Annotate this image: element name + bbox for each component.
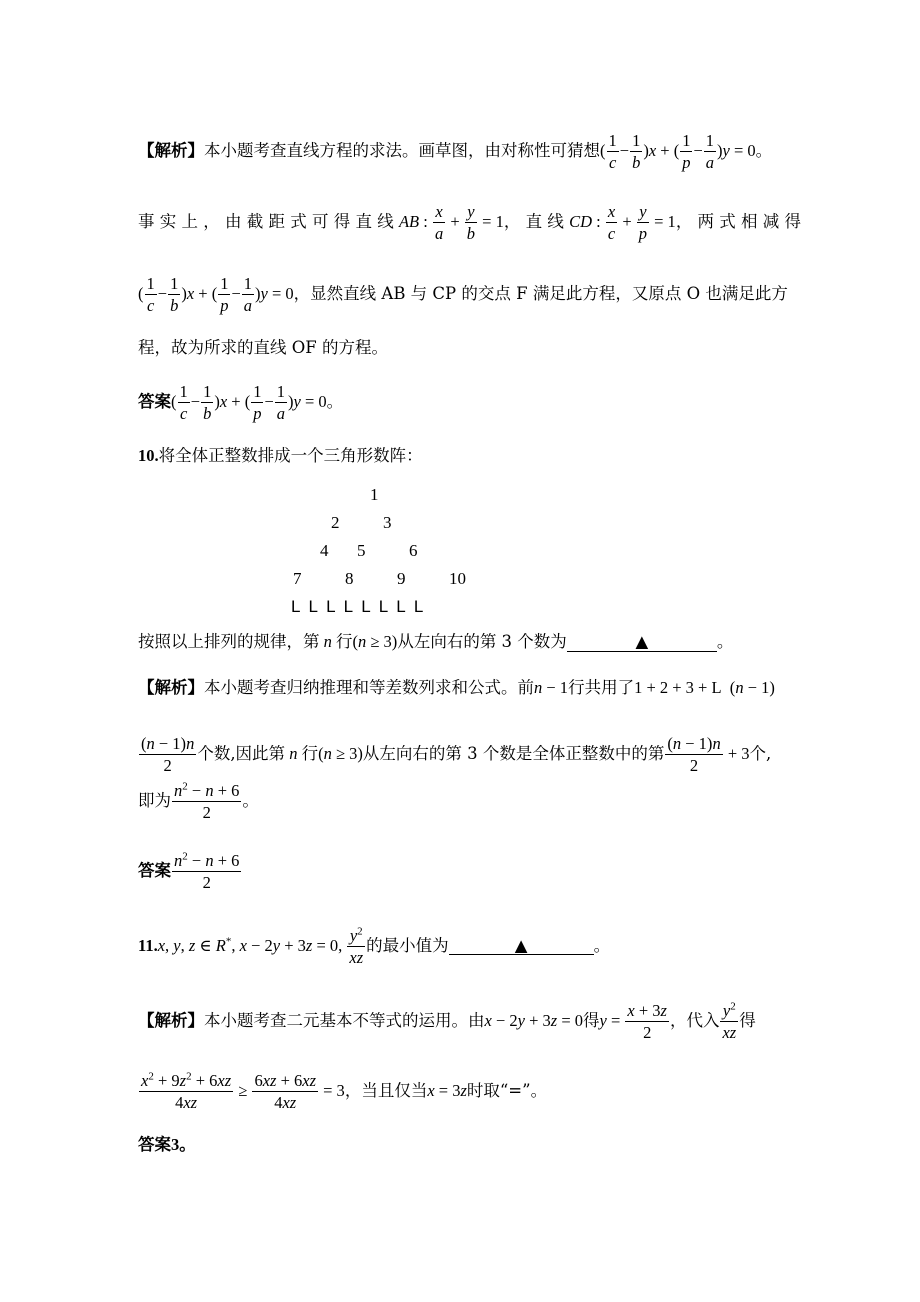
q11-stem: 11.x, y, z ∈ R*, x − 2y + 3z = 0, $\frac{y^2}{xz}$ 的最小值为 ▲ 。	[138, 925, 611, 968]
q10-jiexi-line-2: $\frac{(n - 1)n}{2}$ 个数,因此第 n 行(n ≥ 3)从左向右的第 3 个数是全体正整数中的第 $\frac{(n - 1)n}{2}$ + 3个,	[141, 734, 772, 776]
answer-tag: 答案	[138, 1135, 171, 1154]
jiexi-tag: 【解析】	[138, 140, 204, 160]
q10-jiexi-line-3: 即为 $\frac{n^2 - n + 6}{2}$ 。	[138, 780, 259, 823]
q10-number: 10.	[138, 446, 159, 465]
triangle-num: 6	[409, 541, 418, 560]
jiexi-tag: 【解析】	[138, 1010, 204, 1030]
q10-jiexi-line-1: 【解析】本小题考查归纳推理和等差数列求和公式。前n − 1行共用了1 + 2 + 3 + L (n − 1)	[138, 678, 775, 697]
q10-stem: 10.将全体正整数排成一个三角形数阵：	[138, 446, 423, 465]
triangle-num: 5	[357, 541, 366, 560]
q10-question: 按照以上排列的规律，第 n 行(n ≥ 3)从左向右的第 3 个数为 ▲ 。	[138, 632, 734, 651]
sec9-line-4: 程，故为所求的直线 OF 的方程。	[138, 338, 388, 357]
sec9-answer: 答案( $\frac{1}{c}$ − $\frac{1}{b}$ )x + ( $\frac{1}{p}$ − $\frac{1}{a}$ )y = 0。	[138, 382, 344, 424]
triangle-mark-icon: ▲	[635, 632, 649, 651]
sec9-difference-equation: ( $\frac{1}{c}$ − $\frac{1}{b}$ )x + ( $\frac{1}{p}$ − $\frac{1}{a}$ )y = 0	[138, 274, 294, 316]
answer-blank	[449, 935, 594, 956]
answer-value: 3。	[171, 1135, 196, 1154]
triangle-num: 3	[383, 513, 392, 532]
jiexi-tag: 【解析】	[138, 678, 204, 697]
sec9-line-3: ( $\frac{1}{c}$ − $\frac{1}{b}$ )x + ( $\frac{1}{p}$ − $\frac{1}{a}$ )y = 0，显然直线 AB 与 CP 的交点 F 满足此方程，又原点 O 也满足此方	[138, 274, 788, 316]
sec9-line-1: 【解析】本小题考查直线方程的求法。画草图，由对称性可猜想( $\frac{1}{c}$ − $\frac{1}{b}$ )x + ( $\frac{1}{p}$ − $\frac{1}{a}$ )y = 0。	[138, 131, 773, 173]
q11-number: 11.	[138, 935, 158, 955]
triangle-num: 8	[345, 569, 354, 588]
q11-jiexi-line-2: $\frac{x^2 + 9z^2 + 6xz}{4xz}$ ≥ $\frac{6xz + 6xz}{4xz}$ = 3，当且仅当x = 3z时取“=”。	[141, 1070, 548, 1113]
answer-tag: 答案	[138, 391, 171, 411]
sec9-line-2: 事 实 上 ， 由 截 距 式 可 得 直 线 AB : $\frac{x}{a}$ + $\frac{y}{b}$ = 1， 直 线 CD : $\frac{x}{c}$ + $\frac{y}{p}$ = 1， 两 式 相 减 得	[138, 202, 802, 244]
line-cd-equation: CD : $\frac{x}{c}$ + $\frac{y}{p}$ = 1	[569, 202, 676, 244]
triangle-num: 4	[320, 541, 329, 560]
triangle-num: 1	[370, 485, 379, 504]
answer-blank	[567, 634, 717, 652]
triangle-num: 2	[331, 513, 340, 532]
triangle-mark-icon: ▲	[514, 935, 528, 955]
sec9-intro-text: 本小题考查直线方程的求法。画草图，由对称性可猜想	[204, 140, 600, 160]
q11-answer	[138, 1137, 196, 1154]
triangle-num: 7	[293, 569, 302, 588]
triangle-num: 10	[449, 569, 466, 588]
sec9-guess-equation: ( $\frac{1}{c}$ − $\frac{1}{b}$ )x + ( $\frac{1}{p}$ − $\frac{1}{a}$ )y = 0	[600, 131, 756, 173]
q10-answer: 答案 $\frac{n^2 - n + 6}{2}$	[138, 850, 240, 893]
triangle-ellipsis: L L L L L L L L	[291, 597, 426, 616]
triangle-num: 9	[397, 569, 406, 588]
line-ab-equation: AB : $\frac{x}{a}$ + $\frac{y}{b}$ = 1	[398, 202, 504, 244]
q11-jiexi-line-1: 【解析】本小题考查二元基本不等式的运用。由x − 2y + 3z = 0得y = $\frac{x + 3z}{2}$ ，代入 $\frac{y^2}{xz}$ 得	[138, 1000, 756, 1043]
answer-tag: 答案	[138, 860, 171, 880]
